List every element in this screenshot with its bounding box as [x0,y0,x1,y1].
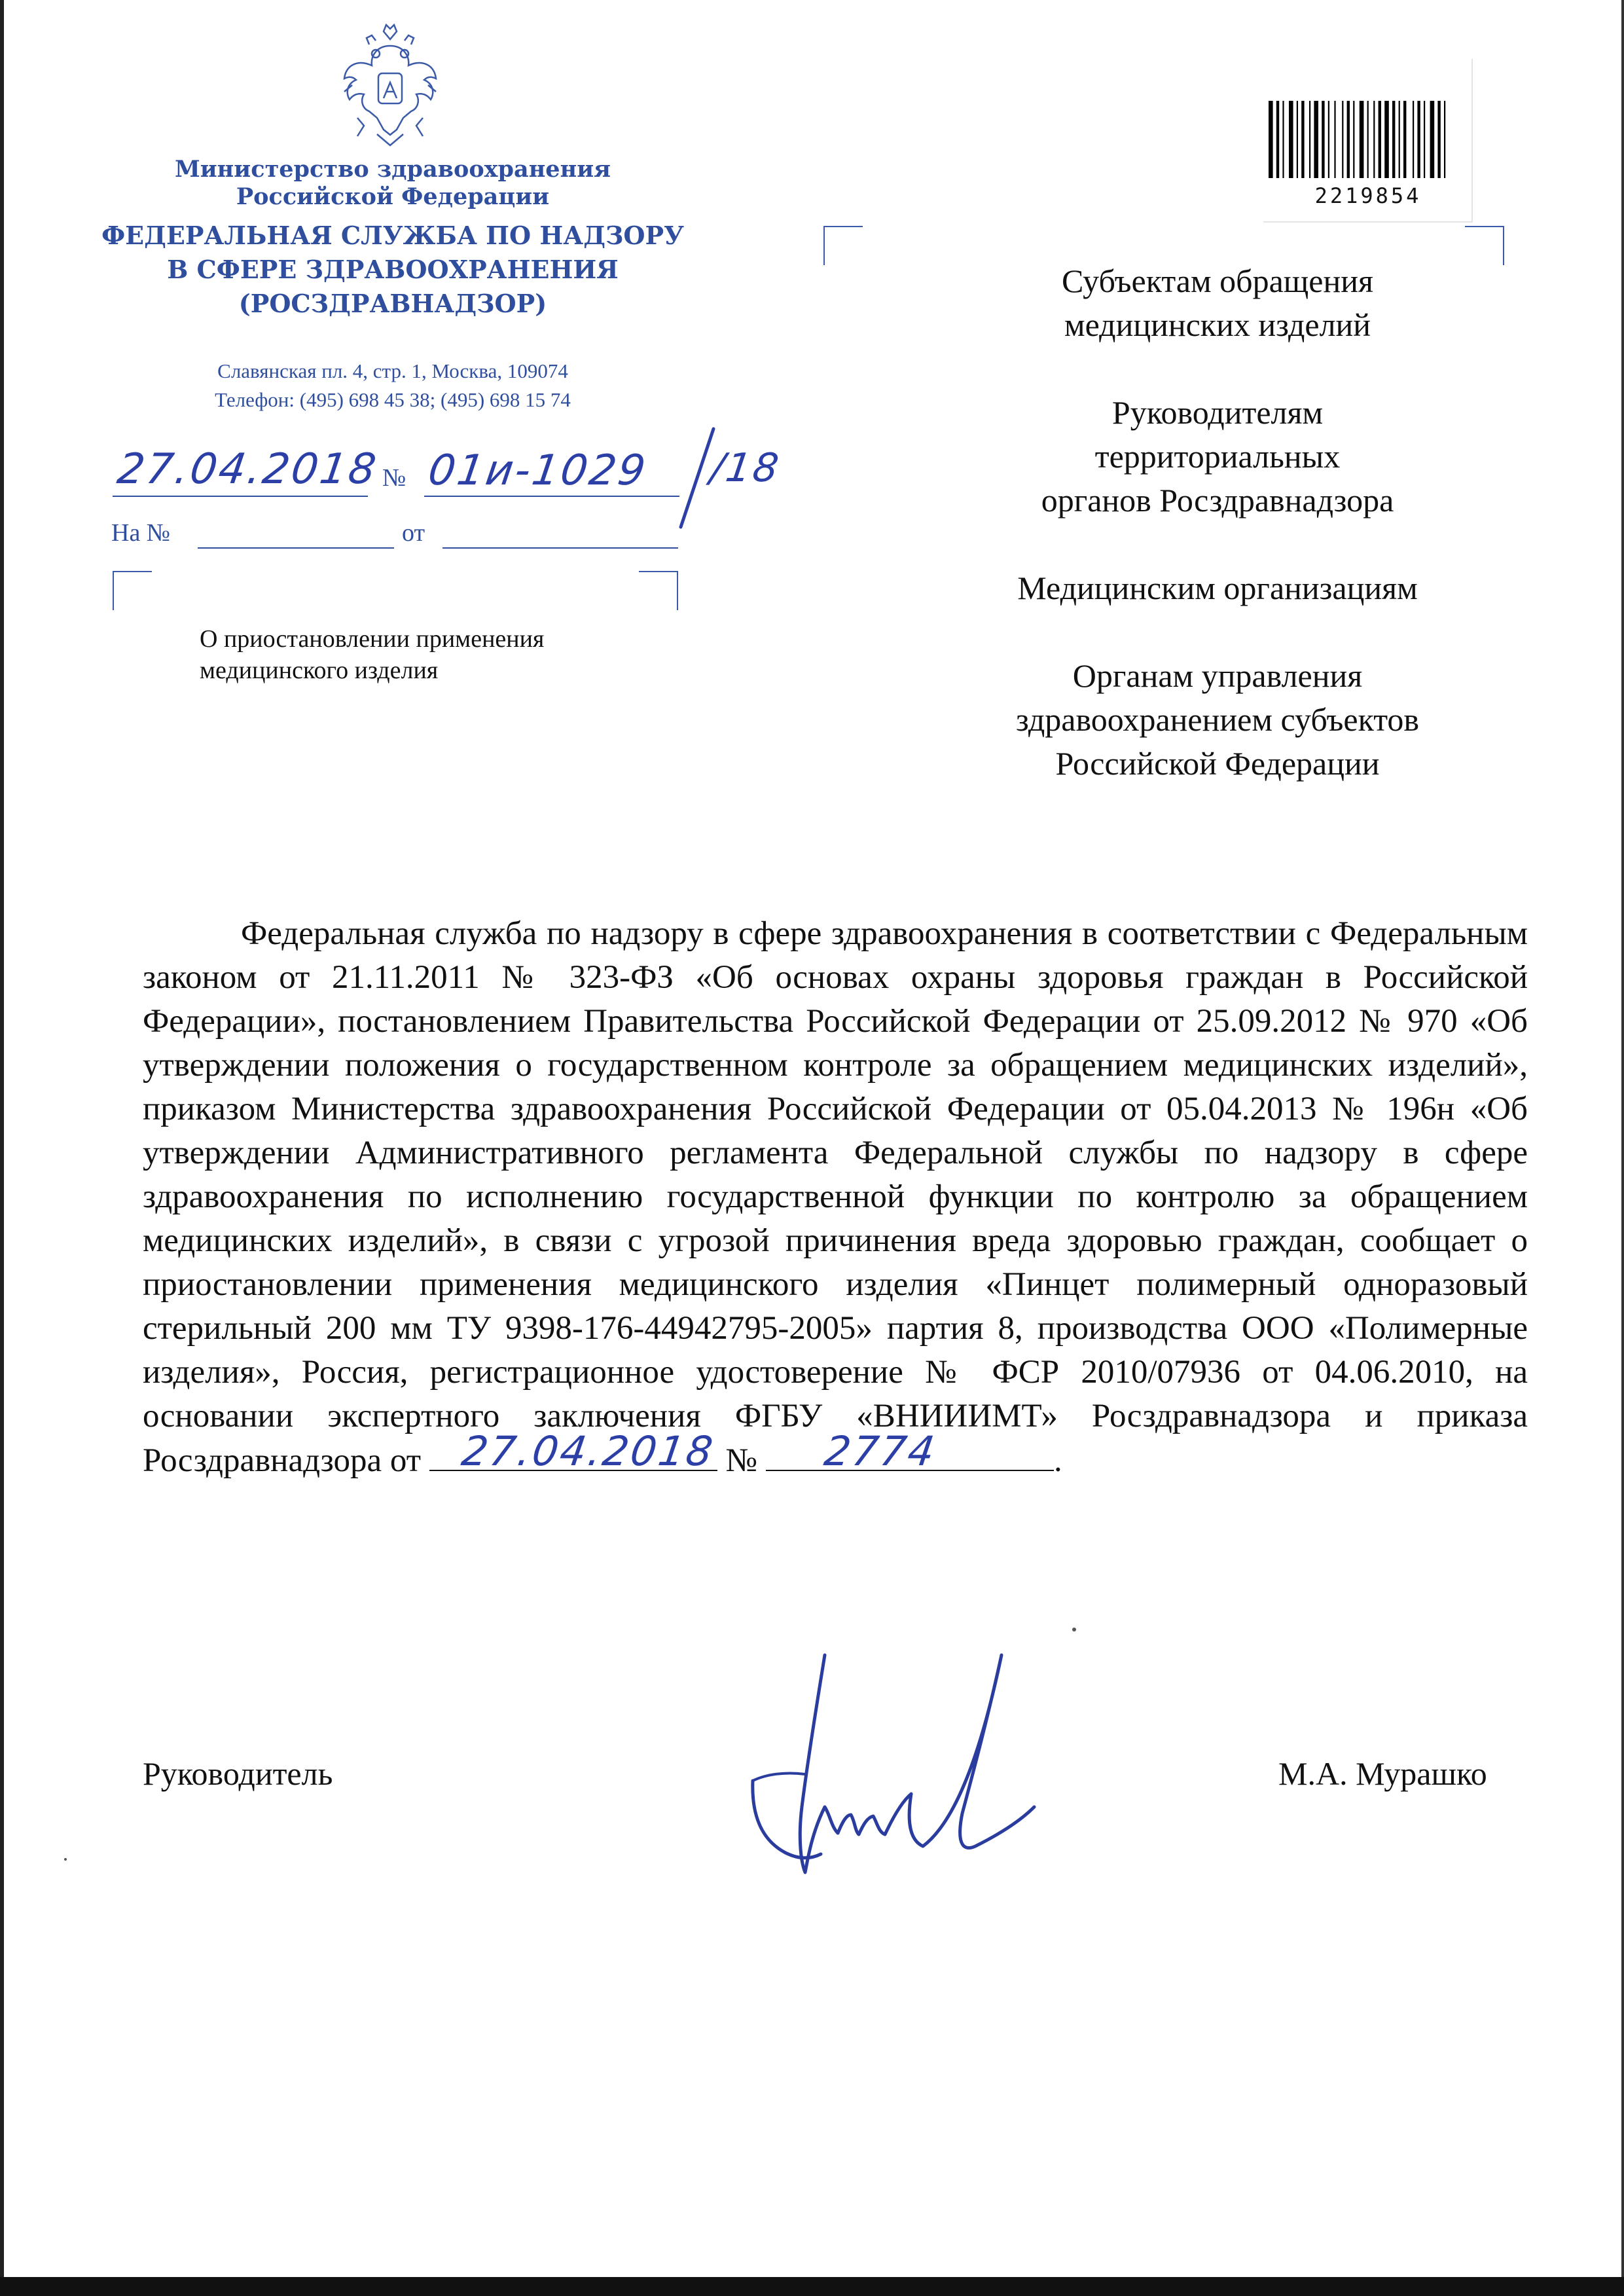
service-line-3: (РОСЗДРАВНАДЗОР) [238,289,547,318]
phone-line: Телефон: (495) 698 45 38; (495) 698 15 74 [215,388,571,411]
order-date-handwritten: 27.04.2018 [458,1427,717,1475]
recipient-line: Субъектам обращения [1062,263,1373,299]
barcode-number: 2219854 [1314,183,1422,208]
scan-speck [1072,1628,1076,1631]
scan-bottom-edge [0,2277,1624,2296]
handwritten-signature [740,1643,1041,1892]
scan-edge-left [0,0,4,2277]
reply-number-underline [198,547,394,549]
reg-date-underline [113,496,368,497]
order-date-field [429,1427,717,1475]
recipient-medical-orgs [910,566,1525,610]
body-text: Федеральная служба по надзору в сфере здравоохранения в соответствии с Федеральным законом от 21.11.2011 № 323-ФЗ «Об основах охраны здоровья граждан в Российской Федерации», постановлением Правительства Российской Федерации от 25.09.2012 № 970 «Об утверждении положения о государственном контроле за обращением медицинских изделий», приказом Министерства здравоохранения Российской Федерации от 05.04.2013 № 196н «Об утверждении Административного регламента Федеральной службы по надзору в сфере здравоохранения по исполнению государственной функции по контролю за обращением медицинских изделий», в связи с угрозой причинения вреда здоровью граждан, сообщает о приостановлении применения медицинского изделия «Пинцет полимерный одноразовый стерильный 200 мм ТУ 9398-176-44942795-2005» партия 8, производства ООО «Полимерные изделия», Россия, регистрационное удостоверение № ФСР 2010/07936 от 04.06.2010, на основании экспертного заключения ФГБУ «ВНИИИМТ» Росздравнадзора и приказа Росздравнадзора от [143,915,1528,1479]
reply-date-underline [442,547,678,549]
recipient-line: здравоохранением субъектов [1015,701,1420,738]
recipient-line: Органам управления [1072,657,1363,694]
recipient-health-authorities [910,654,1525,786]
reg-number-handwritten: 01и-1029 [425,446,651,495]
reg-number-suffix: /18 [708,445,784,491]
reply-number-label: На № [111,519,171,547]
reg-number-underline [424,496,679,497]
recipient-line: Руководителям [1111,394,1324,431]
ministry-name [92,156,694,211]
contact-block [92,357,694,414]
recipient-line: органов Росздравнадзора [1041,482,1394,519]
signatory-title: Руководитель [143,1755,333,1792]
subject-line-1: О приостановлении применения [200,625,545,653]
recipient-line: территориальных [1094,438,1341,475]
recipient-line: Медицинским организациям [1017,570,1418,606]
reply-from-label: от [402,519,425,547]
subject-line [200,623,544,686]
coat-of-arms-icon [338,20,442,151]
service-line-2: В СФЕРЕ ЗДРАВООХРАНЕНИЯ [167,255,619,284]
recipient-line: Российской Федерации [1055,745,1380,782]
service-line-1: ФЕДЕРАЛЬНАЯ СЛУЖБА ПО НАДЗОРУ [101,221,684,250]
order-number-sign: № [725,1442,758,1479]
service-name [92,219,694,321]
recipient-subjects [910,259,1525,347]
address-line: Славянская пл. 4, стр. 1, Москва, 109074 [217,359,568,382]
recipient-line: медицинских изделий [1064,306,1371,343]
scan-edge-right [1621,0,1624,2277]
signatory-name: М.А. Мурашко [1278,1755,1487,1792]
address-bracket-left [823,226,863,265]
end-punctuation: . [1053,1442,1062,1479]
ministry-line-2: Российской Федерации [236,183,550,210]
scan-speck [64,1858,67,1861]
order-number-field [766,1427,1054,1475]
recipient-territorial-heads [910,391,1525,522]
order-number-handwritten: 2774 [821,1427,939,1475]
subject-bracket-left [113,571,152,610]
reg-number-sign: № [382,464,406,492]
ministry-line-1: Министерство здравоохранения [174,156,611,183]
recipients-block [910,259,1525,829]
body-paragraph [143,912,1528,1483]
subject-bracket-right [639,571,678,610]
reg-date-handwritten: 27.04.2018 [114,445,381,494]
subject-line-2: медицинского изделия [200,657,439,684]
